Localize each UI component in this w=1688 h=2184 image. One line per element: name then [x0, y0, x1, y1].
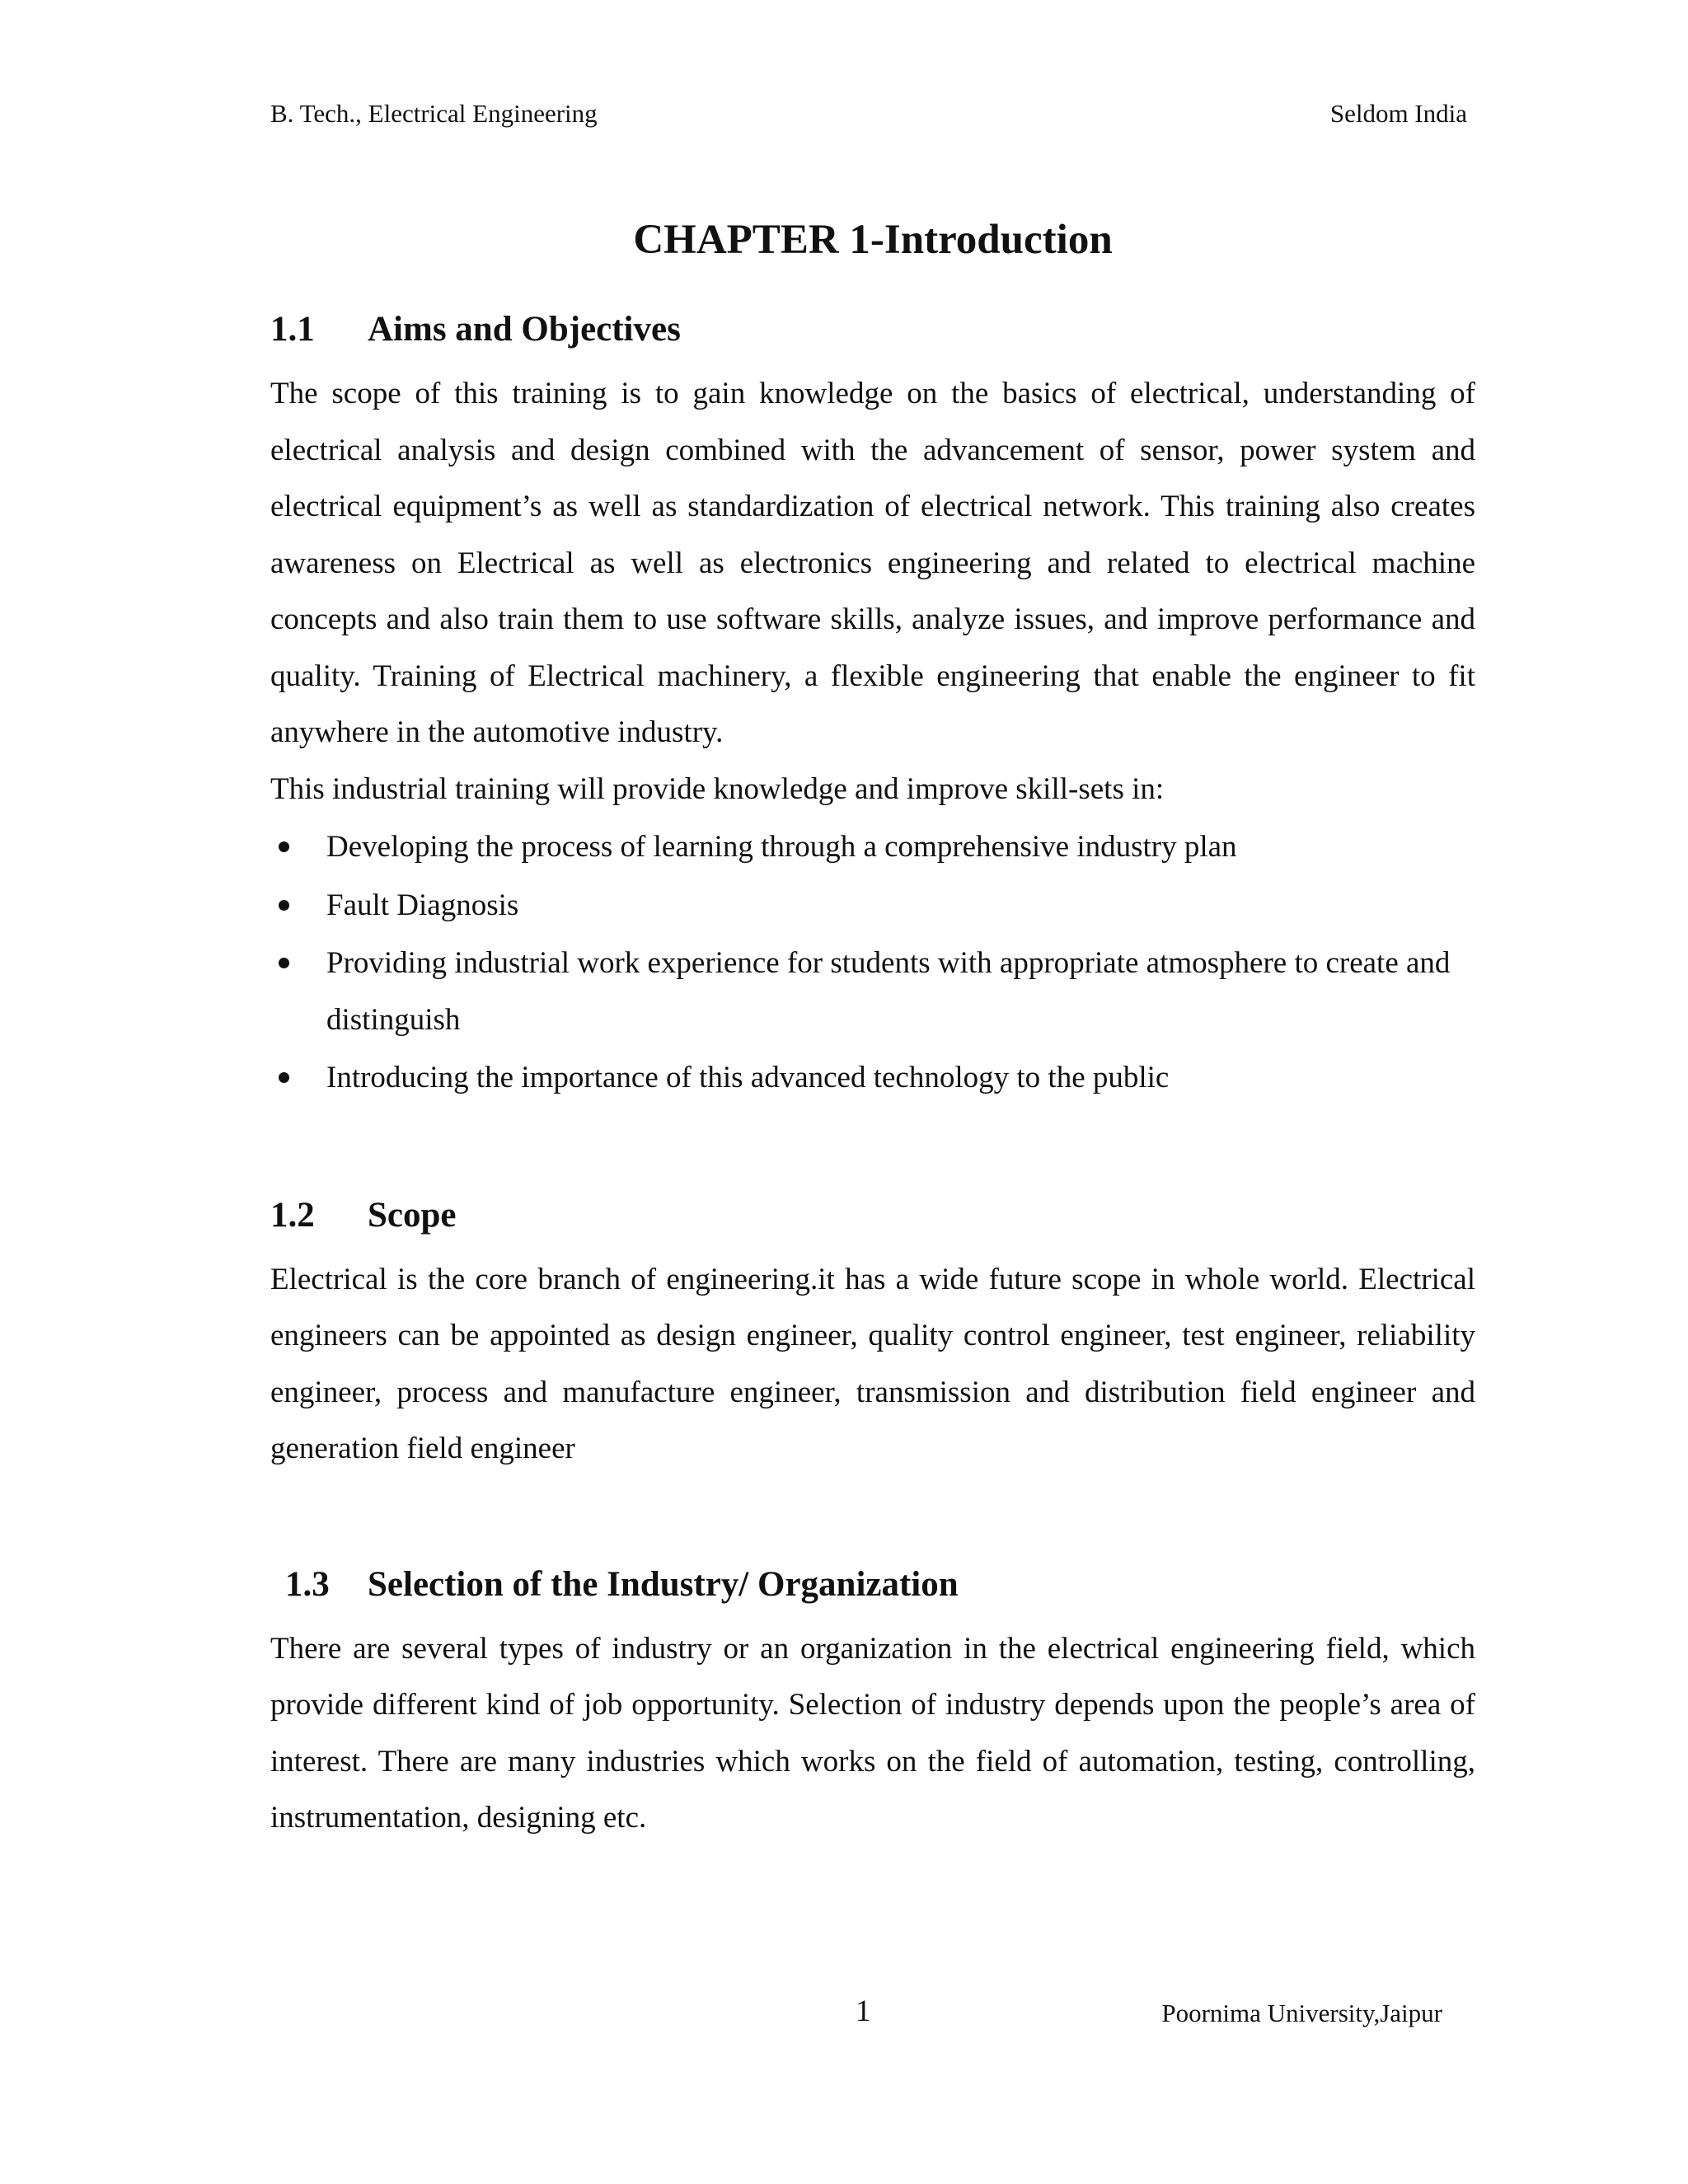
bullet-icon	[279, 841, 289, 852]
bullet-icon	[279, 1072, 289, 1083]
list-item: Fault Diagnosis	[270, 878, 1475, 935]
section-title: Scope	[368, 1195, 457, 1235]
section-heading-scope	[270, 1191, 1475, 1240]
list-item: Developing the process of learning through a comprehensive industry plan	[270, 819, 1475, 876]
selection-paragraph: There are several types of industry or an organization in the electrical engineering field, which provide different kind of job opportunity. Selection of industry depends upon the people’s area of interest. There are many industries which works on the field of automation, testing, controlling, instrumentation, designing etc.	[270, 1631, 1475, 1835]
chapter-title: CHAPTER 1-Introduction	[633, 217, 1113, 263]
section-number: 1.1	[270, 310, 315, 349]
section-number: 1.3	[285, 1564, 330, 1604]
footer-institution: Poornima University,Jaipur	[1161, 1999, 1442, 2027]
section-heading-aims	[270, 305, 1475, 354]
aims-paragraph: The scope of this training is to gain knowledge on the basics of electrical, understanding of electrical analysis and design combined with the advancement of sensor, power system and electrical equipment’s as well as standardization of electrical network. This training also creates awareness on Electrical as well as electronics engineering and related to electrical machine concepts and also train them to use software skills, analyze issues, and improve performance and quality. Training of Electrical machinery, a flexible engineering that enable the engineer to fit anywhere in the automotive industry.	[270, 377, 1475, 749]
header-right-text: Seldom India	[1329, 99, 1467, 128]
section-number: 1.2	[270, 1195, 315, 1235]
bullet-icon	[279, 900, 289, 911]
header-left-text: B. Tech., Electrical Engineering	[270, 99, 598, 128]
aims-intro: This industrial training will provide knowledge and improve skill-sets in:	[270, 771, 1165, 806]
section-heading-selection	[270, 1560, 1475, 1610]
page-number: 1	[856, 1994, 871, 2028]
list-item: Providing industrial work experience for students with appropriate atmosphere to create and distinguish	[270, 935, 1475, 1048]
aims-bullet-list	[270, 819, 1475, 1107]
section-title: Selection of the Industry/ Organization	[368, 1564, 959, 1604]
scope-paragraph: Electrical is the core branch of engineering.it has a wide future scope in whole world. Electrical engineers can be appointed as design engineer, quality control engineer, test engineer, reliability engineer, process and manufacture engineer, transmission and distribution field engineer and generation field engineer	[270, 1262, 1475, 1465]
page-content	[270, 211, 1475, 1847]
section-title: Aims and Objectives	[368, 310, 681, 349]
list-item: Introducing the importance of this advanced technology to the public	[270, 1050, 1475, 1107]
bullet-icon	[279, 958, 289, 968]
